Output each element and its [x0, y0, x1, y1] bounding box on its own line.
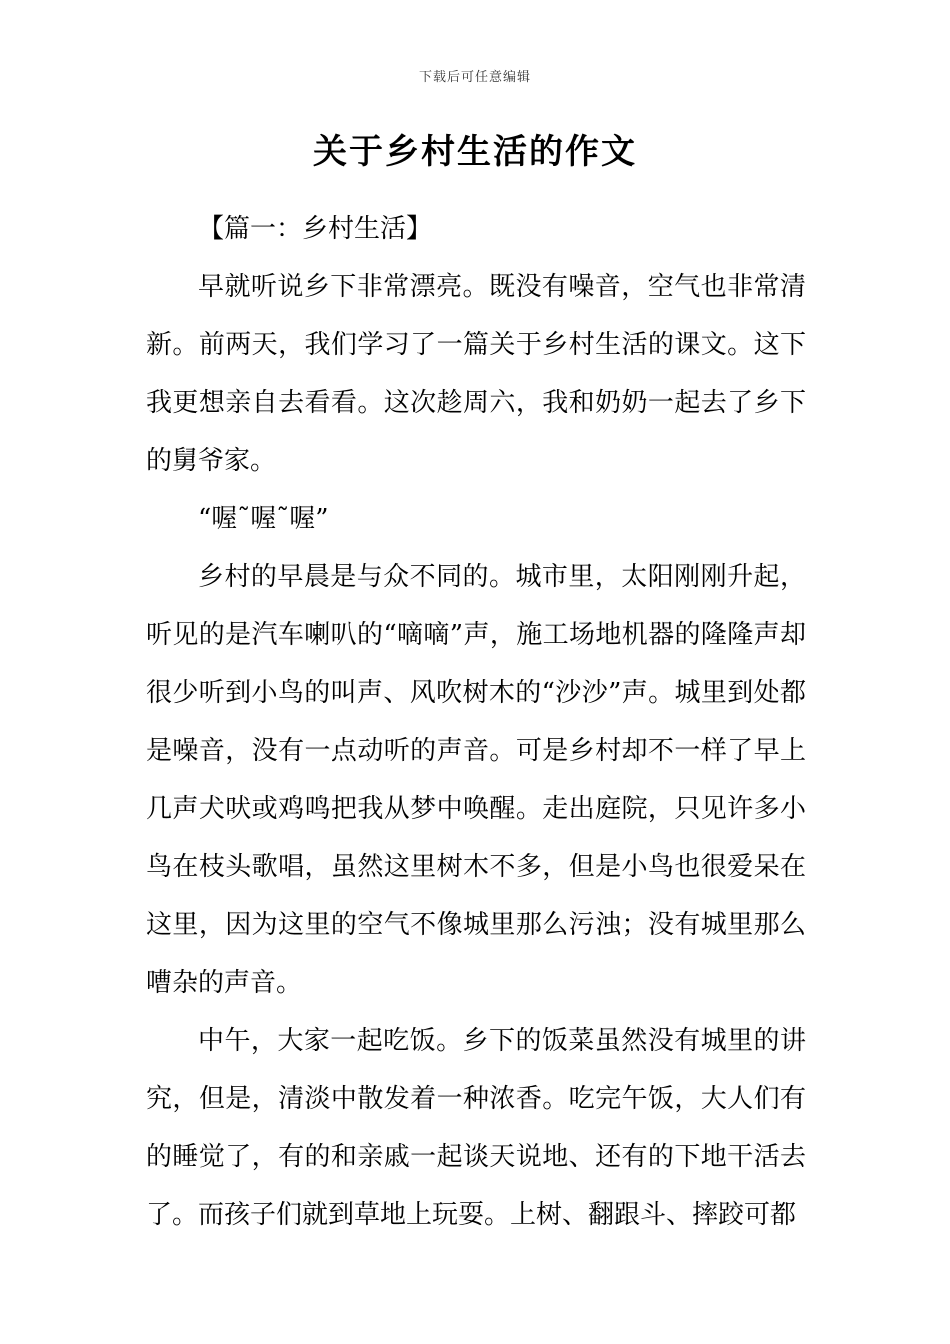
paragraph: 乡村的早晨是与众不同的。城市里，太阳刚刚升起，听见的是汽车喇叭的“嘀嘀”声，施工场地机器的隆隆声却很少听到小鸟的叫声、风吹树木的“沙沙”声。城里到处都是噪音，没有一点动听的声音。可是乡村却不一样了早上几声犬吠或鸡鸣把我从梦中唤醒。走出庭院，只见许多小鸟在枝头歌唱，虽然这里树木不多，但是小鸟也很爱呆在这里，因为这里的空气不像城里那么污浊；没有城里那么嘈杂的声音。 — [146, 562, 806, 998]
document-body — [146, 200, 806, 1244]
paragraph-onomatopoeia: “喔˜喔˜喔” — [198, 504, 329, 534]
paragraph: 早就听说乡下非常漂亮。既没有噪音，空气也非常清新。前两天，我们学习了一篇关于乡村生活的课文。这下我更想亲自去看看。这次趁周六，我和奶奶一起去了乡下的舅爷家。 — [146, 272, 806, 476]
section-heading: 【篇一：乡村生活】 — [198, 214, 433, 244]
document-title: 关于乡村生活的作文 — [313, 132, 637, 172]
paragraph: 中午，大家一起吃饭。乡下的饭菜虽然没有城里的讲究，但是，清淡中散发着一种浓香。吃完午饭，大人们有的睡觉了，有的和亲戚一起谈天说地、还有的下地干活去了。而孩子们就到草地上玩耍。上树、翻跟斗、摔跤可都 — [146, 1026, 806, 1230]
header-note: 下载后可任意编辑 — [418, 70, 531, 85]
